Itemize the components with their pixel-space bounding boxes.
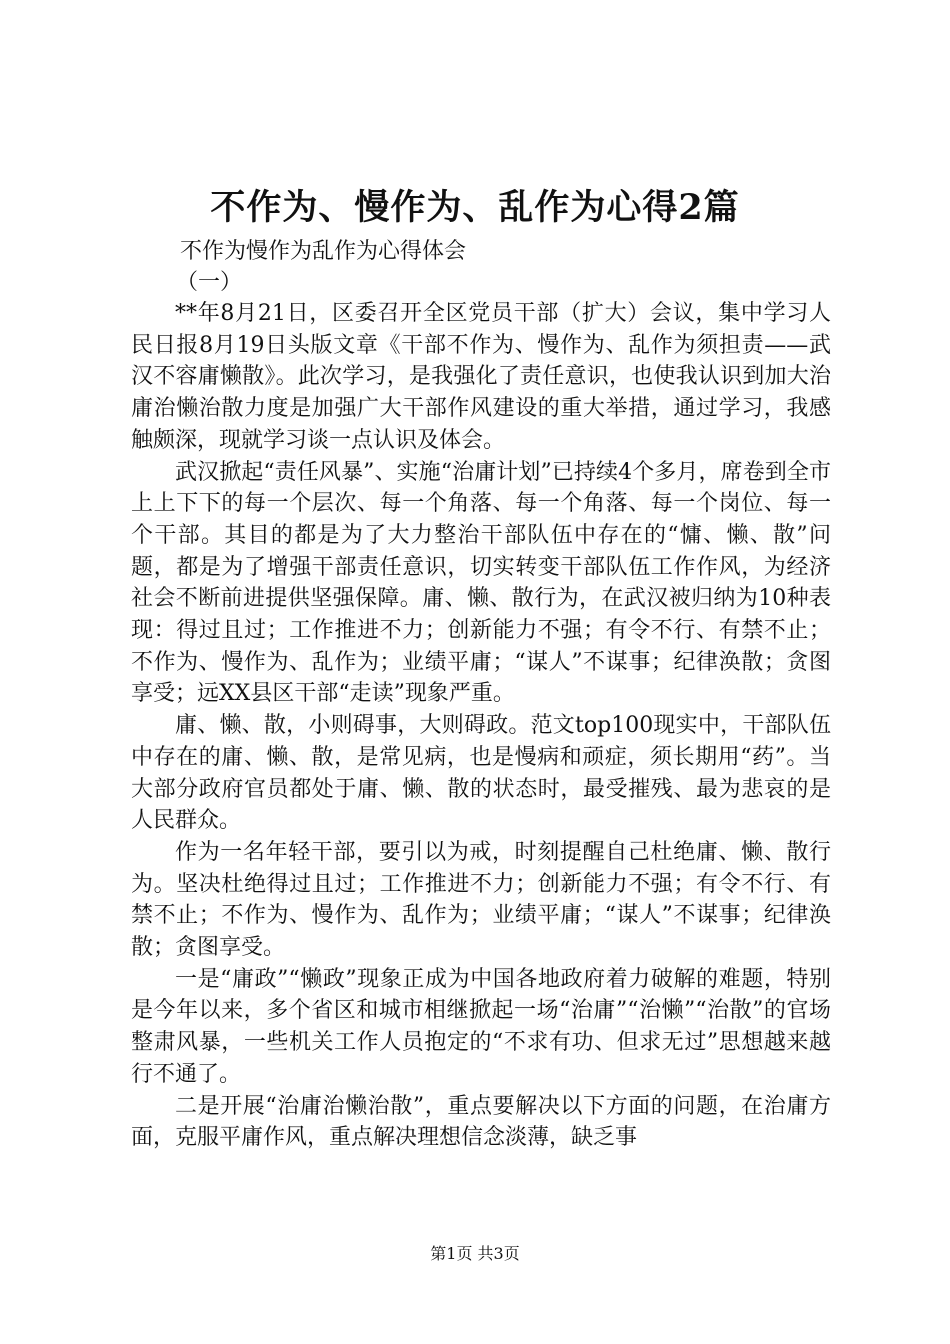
paragraph: 庸、懒、散，小则碍事，大则碍政。范文top100现实中，干部队伍中存在的庸、懒、散，是常见病，也是慢病和顽症，须长期用“药”。当大部分政府官员都处于庸、懒、散的状态时，最受摧残、最为悲哀的是人民群众。 xyxy=(131,713,831,834)
paragraph: 武汉掀起“责任风暴”、实施“治庸计划”已持续4个多月，席卷到全市上上下下的每一个层次、每一个角落、每一个角落、每一个岗位、每一个干部。其目的都是为了大力整治干部队伍中存在的“慵、懒、散”问题，都是为了增强干部责任意识，切实转变干部队伍工作作风，为经济社会不断前进提供坚强保障。庸、懒、散行为，在武汉被归纳为10种表现：得过且过；工作推进不力；创新能力不强；有令不行、有禁不止；不作为、慢作为、乱作为；业绩平庸；“谋人”不谋事；纪律涣散；贪图享受；远XX县区干部“走读”现象严重。 xyxy=(131,459,831,707)
section-number: （一） xyxy=(176,270,243,295)
document-subtitle: 不作为慢作为乱作为心得体会 xyxy=(180,239,467,264)
paragraph: **年8月21日，区委召开全区党员干部（扩大）会议，集中学习人民日报8月19日头版文章《干部不作为、慢作为、乱作为须担责——武汉不容庸懒散》。此次学习，是我强化了责任意识，也使我认识到加大治庸治懒治散力度是加强广大干部作风建设的重大举措，通过学习，我感触颇深，现就学习谈一点认识及体会。 xyxy=(131,301,831,453)
document-body xyxy=(131,298,831,1154)
paragraph: 一是“庸政”“懒政”现象正成为中国各地政府着力破解的难题，特别是今年以来，多个省区和城市相继掀起一场“治庸”“治懒”“治散”的官场整肃风暴，一些机关工作人员抱定的“不求有功、但求无过”思想越来越行不通了。 xyxy=(131,966,831,1087)
page-footer: 第1页 共3页 xyxy=(430,1244,520,1263)
document-title: 不作为、慢作为、乱作为心得2篇 xyxy=(210,187,740,228)
paragraph: 作为一名年轻干部，要引以为戒，时刻提醒自己杜绝庸、懒、散行为。坚决杜绝得过且过；工作推进不力；创新能力不强；有令不行、有禁不止；不作为、慢作为、乱作为；业绩平庸；“谋人”不谋事；纪律涣散；贪图享受。 xyxy=(131,839,831,961)
paragraph: 二是开展“治庸治懒治散”，重点要解决以下方面的问题，在治庸方面，克服平庸作风，重点解决理想信念淡薄，缺乏事 xyxy=(131,1093,831,1151)
